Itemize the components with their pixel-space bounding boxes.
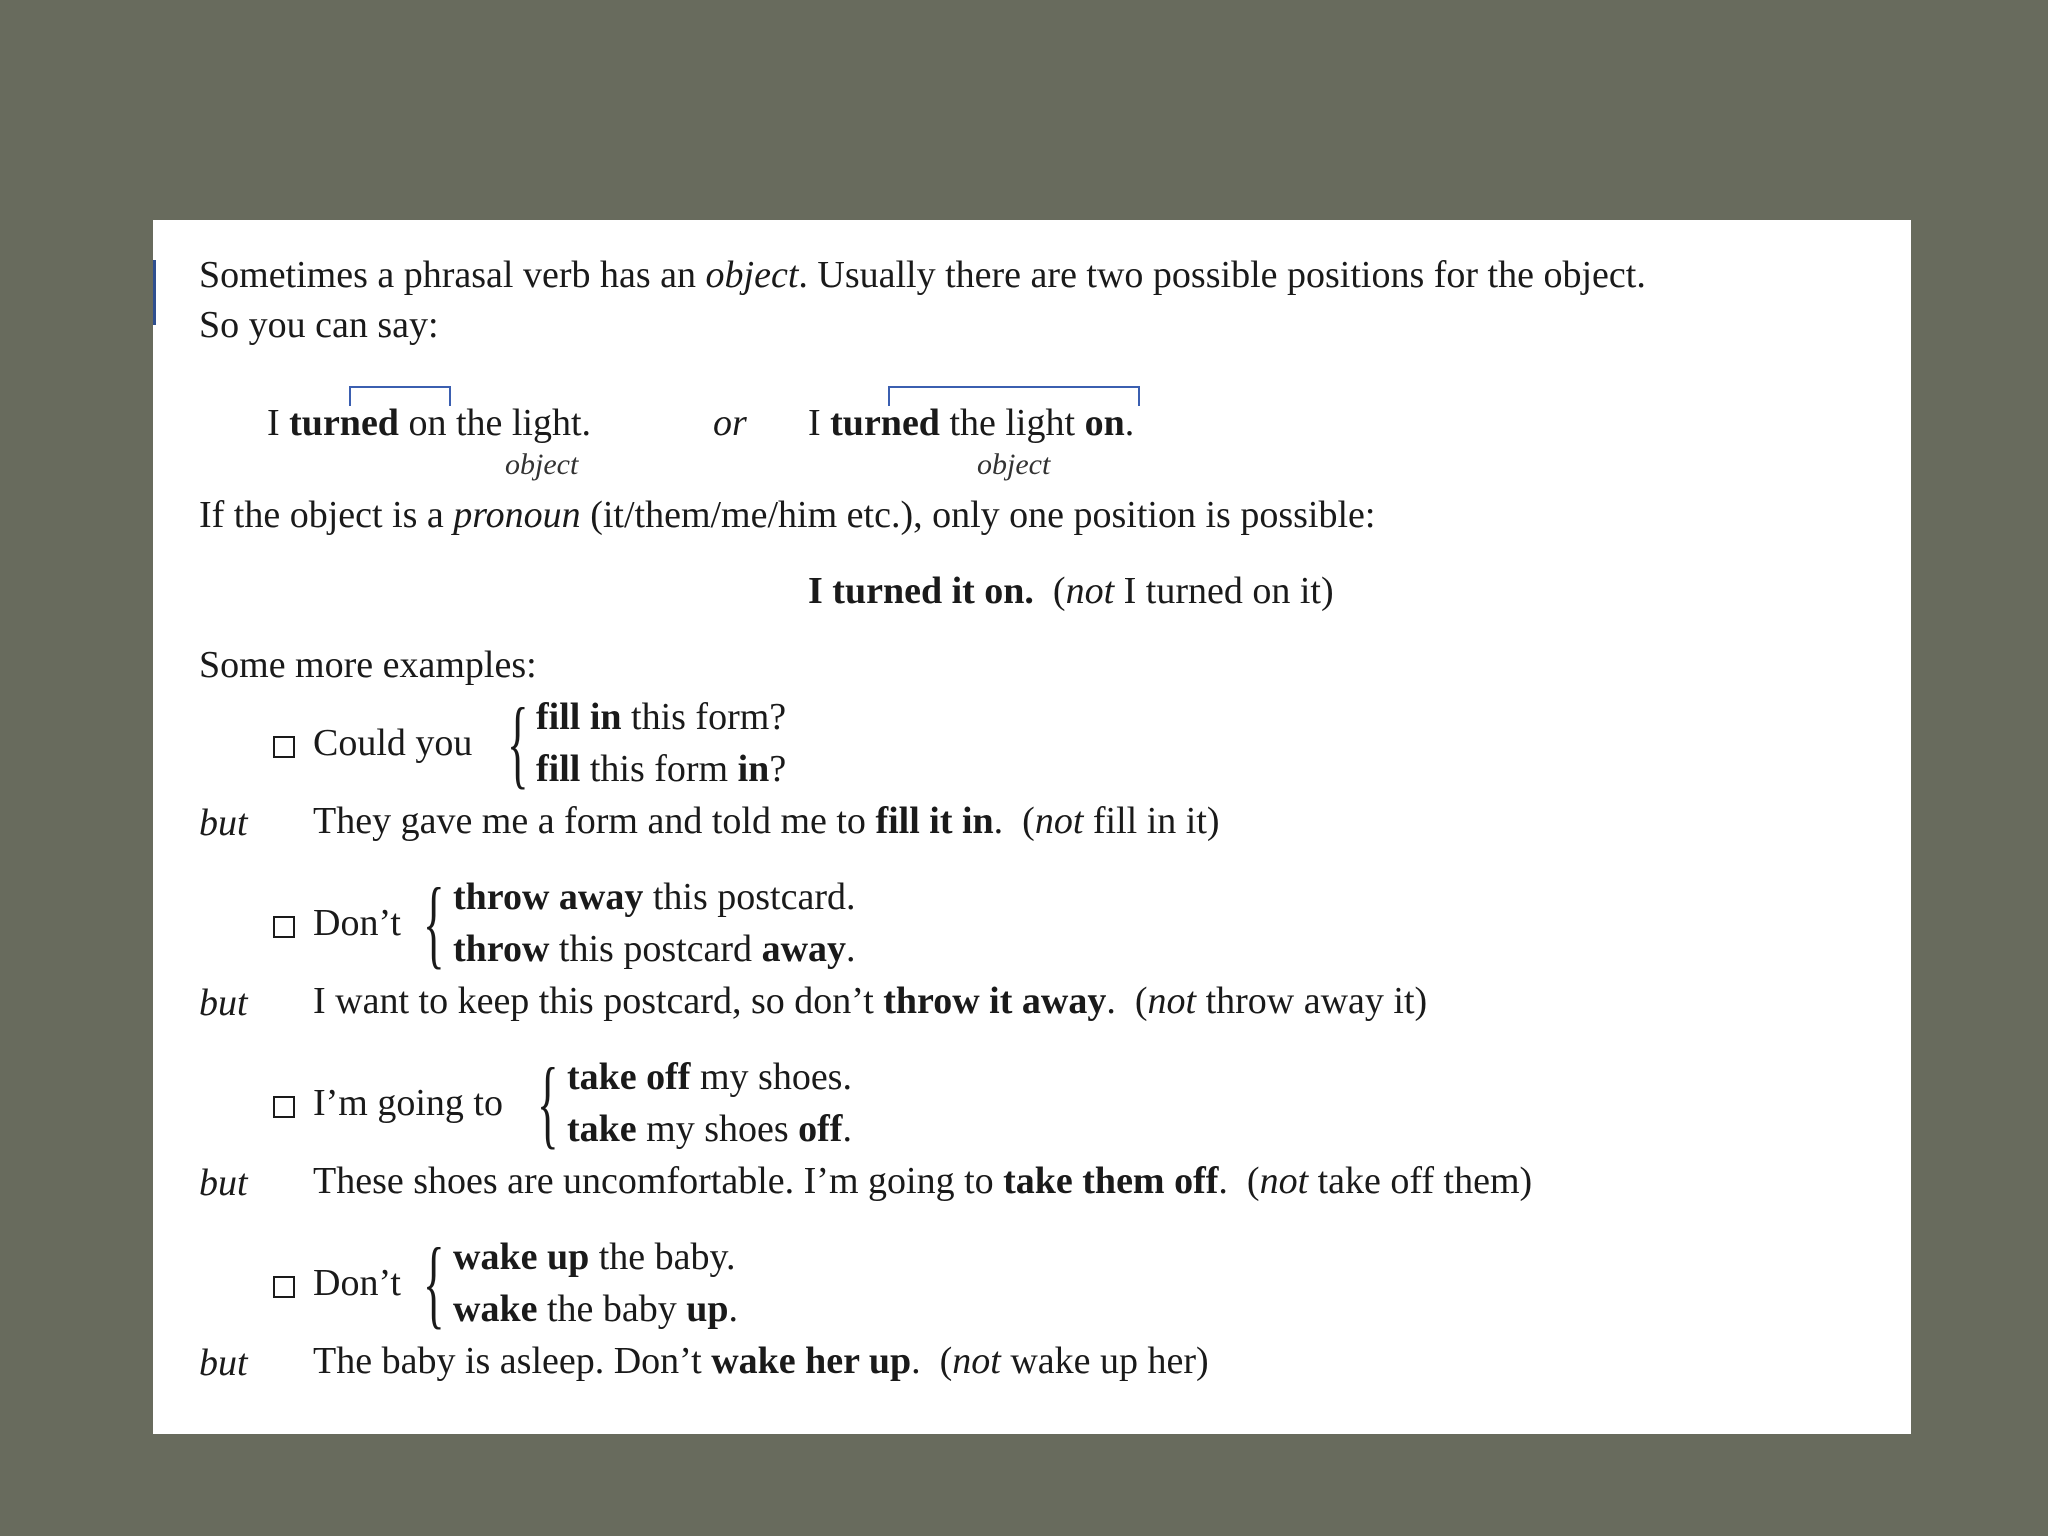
more-examples-heading: Some more examples: — [199, 644, 537, 686]
example-4-option-2-bold-2: up — [686, 1288, 729, 1330]
example-2-not-word: not — [1147, 980, 1197, 1022]
example-b — [808, 400, 1134, 446]
example-2-but: but — [199, 982, 248, 1024]
example-4-but: but — [199, 1342, 248, 1384]
example-3-but-text: These shoes are uncomfortable. I’m going to — [313, 1160, 1004, 1202]
object-label-a: object — [505, 448, 579, 481]
example-1-but-bold: fill it in — [875, 800, 994, 842]
example-1-but-text: They gave me a form and told me to — [313, 800, 876, 842]
example-4-option-2-end: . — [728, 1288, 739, 1330]
example-2-option-2-bold-2: away — [761, 928, 847, 970]
example-2-option-2-end: . — [846, 928, 856, 970]
pronoun-example — [808, 568, 1334, 614]
example-2-but-text: I want to keep this postcard, so don’t — [313, 980, 884, 1022]
example-4-prefix: Don’t — [313, 1262, 401, 1304]
or-italic: or — [713, 402, 747, 444]
example-1-option-1 — [536, 694, 786, 740]
example-1-option-1-rest: this form? — [621, 696, 787, 738]
example-4-but-end: . — [911, 1340, 921, 1382]
example-3-option-2-end: . — [842, 1108, 852, 1150]
example-2-not-rest: throw away it) — [1196, 980, 1428, 1022]
example-4-option-2-bold: wake — [453, 1288, 538, 1330]
example-1-option-2 — [536, 746, 786, 792]
or-word — [713, 400, 747, 446]
intro-text: Sometimes a phrasal verb has an — [199, 254, 706, 296]
example-1-but: but — [199, 802, 248, 844]
example-2-prefix: Don’t — [313, 902, 401, 944]
example-1-option-2-end: ? — [769, 748, 787, 790]
example-3-checkbox — [273, 1096, 295, 1118]
example-1-option-2-bold: fill — [536, 748, 581, 790]
example-3-option-1-rest: my shoes. — [690, 1056, 852, 1098]
example-2-option-1-bold: throw away — [453, 876, 644, 918]
grammar-page — [153, 220, 1911, 1434]
example-2-brace: { — [423, 867, 445, 978]
pronoun-rule-text-2: (it/them/me/him etc.), only one position is possible: — [580, 494, 1376, 536]
example-3-option-2-bold-2: off — [798, 1108, 843, 1150]
example-3-prefix: I’m going to — [313, 1082, 503, 1124]
example-a — [267, 400, 591, 446]
example-3-but-end: . — [1218, 1160, 1228, 1202]
example-b-mid: the light — [939, 402, 1085, 444]
example-3-option-1 — [567, 1054, 852, 1100]
example-1-brace: { — [507, 687, 529, 798]
example-1-but-end: . — [993, 800, 1004, 842]
example-4-brace: { — [423, 1227, 445, 1338]
intro-line-2: So you can say: — [199, 304, 439, 346]
example-3-but-sentence: These shoes are uncomfortable. I’m going to take them off. (not take off them) — [313, 1160, 1533, 1202]
example-3-option-1-bold: take off — [567, 1056, 691, 1098]
example-2-option-1-rest: this postcard. — [643, 876, 856, 918]
example-4-but-sentence: The baby is asleep. Don’t wake her up. (not wake up her) — [313, 1340, 1209, 1382]
example-1-prefix: Could you — [313, 722, 473, 764]
example-4-option-2 — [453, 1286, 738, 1332]
intro-line-1 — [199, 252, 1646, 298]
intro-object-term: object — [705, 254, 799, 296]
example-1-option-1-bold: fill in — [536, 696, 622, 738]
example-4-checkbox — [273, 1276, 295, 1298]
example-4-not-rest: wake up her) — [1000, 1340, 1209, 1382]
example-3-but-bold: take them off — [1003, 1160, 1219, 1202]
pronoun-rule-text: If the object is a — [199, 494, 454, 536]
pronoun-rule — [199, 492, 1375, 538]
example-a-pre: I — [267, 402, 290, 444]
example-3-option-2 — [567, 1106, 852, 1152]
example-a-verb: turned — [289, 402, 399, 444]
intro-text-2: . Usually there are two possible positions for the object. — [798, 254, 1646, 296]
example-2-but-bold: throw it away — [883, 980, 1107, 1022]
not-open-paren: ( — [1052, 570, 1066, 612]
example-b-particle: on — [1084, 402, 1125, 444]
example-4-option-1-rest: the baby. — [589, 1236, 736, 1278]
example-3-not-word: not — [1259, 1160, 1309, 1202]
pronoun-term: pronoun — [453, 494, 581, 536]
example-4-not-word: not — [952, 1340, 1001, 1382]
example-4-option-1 — [453, 1234, 736, 1280]
example-2-option-1 — [453, 874, 856, 920]
example-3-brace: { — [537, 1047, 559, 1158]
example-2-option-2-mid: this postcard — [549, 928, 762, 970]
example-3-not-rest: take off them) — [1308, 1160, 1533, 1202]
example-2-but-sentence: I want to keep this postcard, so don’t throw it away. (not throw away it) — [313, 980, 1428, 1022]
example-a-post: on the light. — [398, 402, 592, 444]
example-1-checkbox — [273, 736, 295, 758]
example-b-end: . — [1124, 402, 1135, 444]
not-word: not — [1065, 570, 1115, 612]
example-4-but-text: The baby is asleep. Don’t — [313, 1340, 712, 1382]
example-1-option-2-mid: this form — [580, 748, 738, 790]
example-3-option-2-bold: take — [567, 1108, 637, 1150]
example-4-but-bold: wake her up — [711, 1340, 912, 1382]
example-2-option-2-bold: throw — [453, 928, 550, 970]
example-1-not-word: not — [1034, 800, 1084, 842]
example-1-not-rest: fill in it) — [1083, 800, 1220, 842]
example-3-but: but — [199, 1162, 248, 1204]
example-4-option-2-mid: the baby — [537, 1288, 687, 1330]
example-3-option-2-mid: my shoes — [636, 1108, 799, 1150]
example-1-option-2-bold-2: in — [737, 748, 770, 790]
example-2-but-end: . — [1106, 980, 1116, 1022]
example-1-but-sentence: They gave me a form and told me to fill it in. (not fill in it) — [313, 800, 1220, 842]
example-2-option-2 — [453, 926, 856, 972]
example-4-option-1-bold: wake up — [453, 1236, 590, 1278]
object-label-b: object — [977, 448, 1051, 481]
example-2-checkbox — [273, 916, 295, 938]
example-b-pre: I — [808, 402, 831, 444]
not-rest: I turned on it) — [1114, 570, 1334, 612]
pronoun-example-bold: I turned it on. — [808, 570, 1034, 612]
example-b-verb: turned — [830, 402, 940, 444]
